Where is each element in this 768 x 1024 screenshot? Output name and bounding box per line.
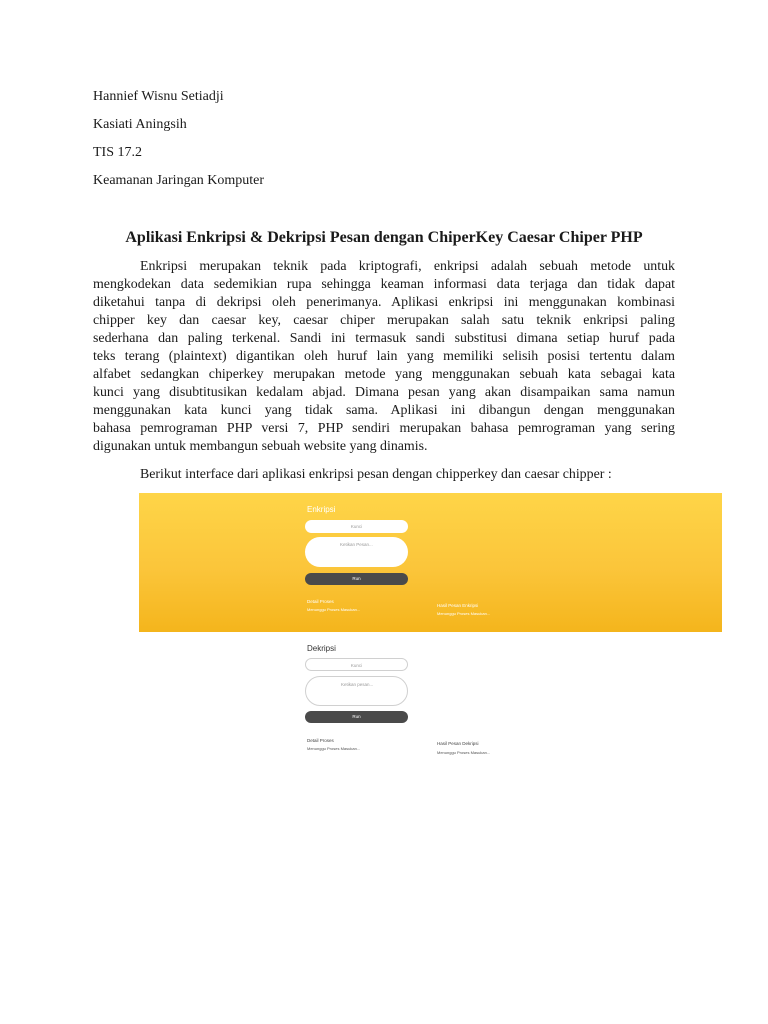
interface-intro: Berikut interface dari aplikasi enkripsi pesan dengan chipperkey dan caesar chipper : <box>140 467 612 482</box>
decrypt-panel-title: Dekripsi <box>307 644 336 653</box>
paragraph-line: Enkripsi merupakan teknik pada kriptografi, enkripsi adalah sebuah metode untuk <box>140 259 675 274</box>
document-title: Aplikasi Enkripsi & Dekripsi Pesan dengan ChiperKey Caesar Chiper PHP <box>125 229 643 246</box>
decrypt-message-input: Ketikan pesan... <box>305 676 408 706</box>
decrypt-key-input: Kunci <box>305 658 408 671</box>
paragraph-line: digunakan untuk membangun sebuah website yang dinamis. <box>93 439 428 454</box>
paragraph-line: alfabet sedangkan chiperkey merupakan metode yang menggunakan sebuah kata sebagai kata <box>93 367 675 382</box>
paragraph-line: chipper key dan caesar key, caesar chiper merupakan salah satu teknik enkripsi paling <box>93 313 675 328</box>
encrypt-result-status: Menunggu Proses Masukan... <box>437 611 491 616</box>
decrypt-panel-screenshot <box>139 634 722 758</box>
paragraph-line: mengkodekan data sedemikian rupa sehingga keaman informasi data terjaga dan tidak dapat <box>93 277 675 292</box>
decrypt-detail-label: Detail Proses <box>307 738 334 743</box>
decrypt-detail-status: Menunggu Proses Masukan... <box>307 746 361 751</box>
encrypt-message-input: Ketikan Pesan... <box>305 537 408 567</box>
encrypt-run-button: Run <box>305 573 408 585</box>
decrypt-result-label: Hasil Pesan Dekripsi <box>437 741 479 746</box>
course-name: Keamanan Jaringan Komputer <box>93 173 265 188</box>
paragraph-line: diketahui tanpa di dekripsi oleh penerimanya. Aplikasi enkripsi ini menggunakan kombinasi <box>93 295 675 310</box>
author-name-1: Hannief Wisnu Setiadji <box>93 89 224 104</box>
decrypt-result-status: Menunggu Proses Masukan... <box>437 750 491 755</box>
class-code: TIS 17.2 <box>93 145 142 160</box>
encrypt-detail-status: Menunggu Proses Masukan... <box>307 607 361 612</box>
encrypt-panel-screenshot <box>139 493 722 632</box>
paragraph-line: sederhana dan paling terkenal. Sandi ini termasuk sandi substitusi dimana setiap huruf pada <box>93 331 675 346</box>
author-name-2: Kasiati Aningsih <box>93 117 187 132</box>
decrypt-run-button: Run <box>305 711 408 723</box>
encrypt-detail-label: Detail Proses <box>307 599 334 604</box>
paragraph-line: menggunakan kata kunci yang tidak sama. Aplikasi ini dibangun dengan menggunakan <box>93 403 675 418</box>
paragraph-line: kunci yang disubtitusikan kedalam abjad. Dimana pesan yang akan disampaikan sama namun <box>93 385 675 400</box>
paragraph-line: teks terang (plaintext) digantikan oleh huruf lain yang memiliki selisih posisi tertentu dalam <box>93 349 675 364</box>
paragraph-line: bahasa pemrograman PHP versi 7, PHP sendiri merupakan bahasa pemrograman yang sering <box>93 421 675 436</box>
encrypt-key-input: Kunci <box>305 520 408 533</box>
encrypt-result-label: Hasil Pesan Enkripsi <box>437 603 479 608</box>
encrypt-panel-title: Enkripsi <box>307 505 336 514</box>
body-paragraph <box>93 258 675 456</box>
